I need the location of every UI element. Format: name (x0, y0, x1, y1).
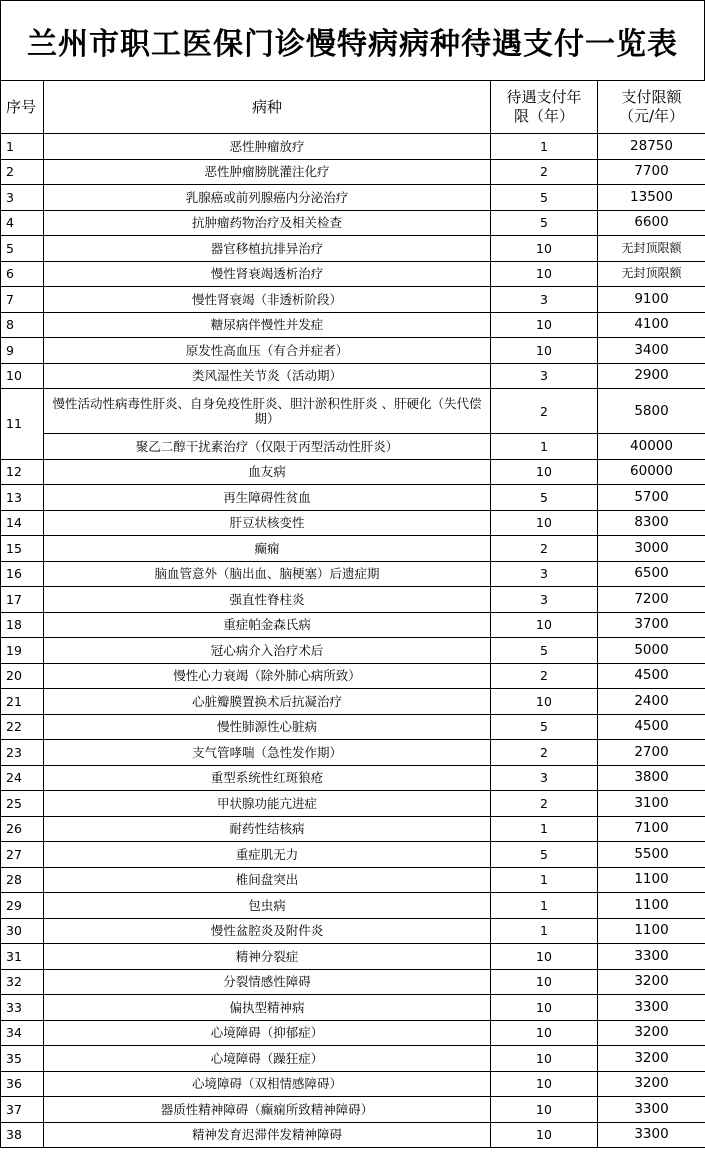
table-row (1, 612, 705, 638)
cell-no: 29 (1, 893, 44, 919)
cell-no: 34 (1, 1020, 44, 1046)
table-row (1, 363, 705, 389)
cell-limit: 28750 (598, 134, 705, 160)
cell-no: 33 (1, 995, 44, 1021)
cell-limit: 3300 (598, 1097, 705, 1123)
cell-limit: 3100 (598, 791, 705, 817)
table-row (1, 134, 705, 160)
cell-limit: 5700 (598, 485, 705, 511)
cell-years: 5 (491, 210, 598, 236)
cell-no: 8 (1, 312, 44, 338)
cell-disease: 抗肿瘤药物治疗及相关检查 (44, 210, 491, 236)
cell-no: 14 (1, 510, 44, 536)
cell-disease: 重型系统性红斑狼疮 (44, 765, 491, 791)
cell-limit: 6500 (598, 561, 705, 587)
header-years-text: 待遇支付年限（年） (506, 88, 582, 125)
cell-years: 1 (491, 867, 598, 893)
header-limit-text: 支付限额（元/年） (618, 88, 685, 125)
cell-years: 5 (491, 842, 598, 868)
cell-disease: 乳腺癌或前列腺癌内分泌治疗 (44, 185, 491, 211)
cell-years: 10 (491, 944, 598, 970)
cell-no: 7 (1, 287, 44, 313)
cell-no: 5 (1, 236, 44, 262)
cell-disease: 心境障碍（躁狂症） (44, 1046, 491, 1072)
table-row (1, 740, 705, 766)
cell-years: 2 (491, 740, 598, 766)
cell-no: 3 (1, 185, 44, 211)
table-row (1, 1122, 705, 1148)
cell-limit: 5800 (598, 389, 705, 434)
cell-years: 2 (491, 663, 598, 689)
cell-limit: 3000 (598, 536, 705, 562)
cell-limit: 7200 (598, 587, 705, 613)
cell-limit: 7100 (598, 816, 705, 842)
header-no: 序号 (1, 81, 44, 134)
cell-disease: 包虫病 (44, 893, 491, 919)
cell-no: 16 (1, 561, 44, 587)
cell-disease: 精神发育迟滞伴发精神障碍 (44, 1122, 491, 1148)
cell-disease: 恶性肿瘤膀胱灌注化疗 (44, 159, 491, 185)
cell-disease: 心境障碍（双相情感障碍） (44, 1071, 491, 1097)
cell-no: 30 (1, 918, 44, 944)
cell-limit: 3300 (598, 1122, 705, 1148)
table-row (1, 510, 705, 536)
table-row (1, 159, 705, 185)
table-body (1, 134, 705, 1148)
table-row (1, 287, 705, 313)
cell-limit: 3300 (598, 995, 705, 1021)
cell-no: 2 (1, 159, 44, 185)
cell-limit: 无封顶限额 (598, 236, 705, 262)
cell-years: 10 (491, 261, 598, 287)
table-row (1, 714, 705, 740)
cell-years: 1 (491, 134, 598, 160)
cell-disease: 甲状腺功能亢进症 (44, 791, 491, 817)
cell-years: 5 (491, 638, 598, 664)
table-row (1, 765, 705, 791)
cell-years: 3 (491, 765, 598, 791)
cell-disease: 支气管哮喘（急性发作期） (44, 740, 491, 766)
cell-disease: 强直性脊柱炎 (44, 587, 491, 613)
table-row (1, 944, 705, 970)
cell-years: 3 (491, 363, 598, 389)
cell-years: 10 (491, 1046, 598, 1072)
table-row (1, 918, 705, 944)
cell-years: 10 (491, 689, 598, 715)
benefit-table (0, 80, 705, 1148)
cell-years: 10 (491, 459, 598, 485)
cell-disease: 脑血管意外（脑出血、脑梗塞）后遗症期 (44, 561, 491, 587)
cell-limit: 3200 (598, 1046, 705, 1072)
table-row (1, 663, 705, 689)
table-row (1, 261, 705, 287)
cell-limit: 3200 (598, 1020, 705, 1046)
cell-limit: 3400 (598, 338, 705, 364)
cell-no: 10 (1, 363, 44, 389)
table-header-row (1, 81, 705, 134)
table-row (1, 312, 705, 338)
table-row (1, 536, 705, 562)
table-row (1, 893, 705, 919)
cell-years: 5 (491, 485, 598, 511)
cell-disease: 原发性高血压（有合并症者） (44, 338, 491, 364)
cell-disease: 慢性肾衰竭（非透析阶段） (44, 287, 491, 313)
cell-disease: 癫痫 (44, 536, 491, 562)
cell-disease: 恶性肿瘤放疗 (44, 134, 491, 160)
cell-disease: 偏执型精神病 (44, 995, 491, 1021)
cell-disease: 慢性心力衰竭（除外肺心病所致） (44, 663, 491, 689)
cell-limit: 13500 (598, 185, 705, 211)
cell-years: 2 (491, 791, 598, 817)
cell-years: 2 (491, 389, 598, 434)
cell-years: 10 (491, 1020, 598, 1046)
cell-disease: 器质性精神障碍（癫痫所致精神障碍） (44, 1097, 491, 1123)
cell-limit: 7700 (598, 159, 705, 185)
cell-years: 10 (491, 510, 598, 536)
page-title: 兰州市职工医保门诊慢特病病种待遇支付一览表 (0, 0, 705, 80)
header-years (491, 81, 598, 134)
cell-disease: 类风湿性关节炎（活动期） (44, 363, 491, 389)
table-row (1, 791, 705, 817)
cell-limit: 1100 (598, 867, 705, 893)
cell-disease: 慢性肾衰竭透析治疗 (44, 261, 491, 287)
cell-limit: 4500 (598, 714, 705, 740)
cell-disease: 慢性肺源性心脏病 (44, 714, 491, 740)
cell-limit: 40000 (598, 434, 705, 460)
table-row (1, 689, 705, 715)
cell-no: 31 (1, 944, 44, 970)
cell-disease: 心脏瓣膜置换术后抗凝治疗 (44, 689, 491, 715)
cell-no: 17 (1, 587, 44, 613)
cell-limit: 5000 (598, 638, 705, 664)
cell-limit: 3200 (598, 969, 705, 995)
cell-years: 10 (491, 612, 598, 638)
cell-years: 1 (491, 893, 598, 919)
cell-years: 2 (491, 159, 598, 185)
cell-disease: 糖尿病伴慢性并发症 (44, 312, 491, 338)
cell-disease: 分裂情感性障碍 (44, 969, 491, 995)
table-row (1, 969, 705, 995)
table-row (1, 995, 705, 1021)
table-row (1, 587, 705, 613)
cell-years: 10 (491, 1097, 598, 1123)
table-row (1, 867, 705, 893)
table-row (1, 842, 705, 868)
cell-no: 6 (1, 261, 44, 287)
cell-limit: 4500 (598, 663, 705, 689)
cell-years: 1 (491, 816, 598, 842)
cell-no: 25 (1, 791, 44, 817)
cell-no: 24 (1, 765, 44, 791)
cell-limit: 无封顶限额 (598, 261, 705, 287)
cell-years: 1 (491, 918, 598, 944)
table-row (1, 1097, 705, 1123)
cell-limit: 3800 (598, 765, 705, 791)
cell-no: 38 (1, 1122, 44, 1148)
cell-no: 27 (1, 842, 44, 868)
cell-disease: 血友病 (44, 459, 491, 485)
cell-limit: 60000 (598, 459, 705, 485)
cell-no: 37 (1, 1097, 44, 1123)
cell-limit: 3300 (598, 944, 705, 970)
cell-disease: 冠心病介入治疗术后 (44, 638, 491, 664)
cell-disease: 慢性盆腔炎及附件炎 (44, 918, 491, 944)
cell-limit: 8300 (598, 510, 705, 536)
table-row (1, 816, 705, 842)
cell-no: 28 (1, 867, 44, 893)
cell-years: 10 (491, 1071, 598, 1097)
table-row (1, 1046, 705, 1072)
cell-disease: 聚乙二醇干扰素治疗（仅限于丙型活动性肝炎） (44, 434, 491, 460)
header-limit (598, 81, 705, 134)
cell-no: 9 (1, 338, 44, 364)
cell-disease: 重症肌无力 (44, 842, 491, 868)
cell-years: 10 (491, 1122, 598, 1148)
table-row (1, 1020, 705, 1046)
cell-limit: 5500 (598, 842, 705, 868)
cell-years: 1 (491, 434, 598, 460)
cell-no: 36 (1, 1071, 44, 1097)
cell-disease: 重症帕金森氏病 (44, 612, 491, 638)
table-row (1, 434, 705, 460)
cell-limit: 3200 (598, 1071, 705, 1097)
cell-disease: 肝豆状核变性 (44, 510, 491, 536)
cell-no: 15 (1, 536, 44, 562)
cell-limit: 2700 (598, 740, 705, 766)
cell-no: 1 (1, 134, 44, 160)
header-disease: 病种 (44, 81, 491, 134)
cell-years: 10 (491, 338, 598, 364)
cell-years: 2 (491, 536, 598, 562)
cell-disease: 精神分裂症 (44, 944, 491, 970)
cell-no: 32 (1, 969, 44, 995)
cell-no: 18 (1, 612, 44, 638)
cell-years: 5 (491, 185, 598, 211)
cell-no: 12 (1, 459, 44, 485)
table-row (1, 236, 705, 262)
cell-disease: 器官移植抗排异治疗 (44, 236, 491, 262)
cell-years: 3 (491, 561, 598, 587)
cell-years: 3 (491, 587, 598, 613)
cell-limit: 1100 (598, 918, 705, 944)
table-row (1, 485, 705, 511)
table-row (1, 338, 705, 364)
cell-no: 21 (1, 689, 44, 715)
table-row (1, 459, 705, 485)
table-row (1, 185, 705, 211)
cell-no: 35 (1, 1046, 44, 1072)
cell-years: 10 (491, 969, 598, 995)
cell-disease: 再生障碍性贫血 (44, 485, 491, 511)
cell-years: 3 (491, 287, 598, 313)
table-row (1, 638, 705, 664)
cell-no: 26 (1, 816, 44, 842)
cell-no: 20 (1, 663, 44, 689)
table-row (1, 561, 705, 587)
cell-disease: 椎间盘突出 (44, 867, 491, 893)
cell-no: 22 (1, 714, 44, 740)
cell-disease: 心境障碍（抑郁症） (44, 1020, 491, 1046)
cell-years: 5 (491, 714, 598, 740)
cell-limit: 2400 (598, 689, 705, 715)
cell-limit: 9100 (598, 287, 705, 313)
table-row (1, 210, 705, 236)
cell-no: 19 (1, 638, 44, 664)
cell-limit: 2900 (598, 363, 705, 389)
cell-limit: 6600 (598, 210, 705, 236)
cell-disease: 耐药性结核病 (44, 816, 491, 842)
cell-limit: 3700 (598, 612, 705, 638)
cell-disease: 慢性活动性病毒性肝炎、自身免疫性肝炎、胆汁淤积性肝炎 、肝硬化（失代偿期） (44, 389, 491, 434)
cell-years: 10 (491, 995, 598, 1021)
cell-no: 4 (1, 210, 44, 236)
cell-years: 10 (491, 312, 598, 338)
cell-no: 11 (1, 389, 44, 460)
cell-years: 10 (491, 236, 598, 262)
cell-no: 13 (1, 485, 44, 511)
cell-limit: 4100 (598, 312, 705, 338)
table-row (1, 389, 705, 434)
table-row (1, 1071, 705, 1097)
cell-no: 23 (1, 740, 44, 766)
cell-limit: 1100 (598, 893, 705, 919)
